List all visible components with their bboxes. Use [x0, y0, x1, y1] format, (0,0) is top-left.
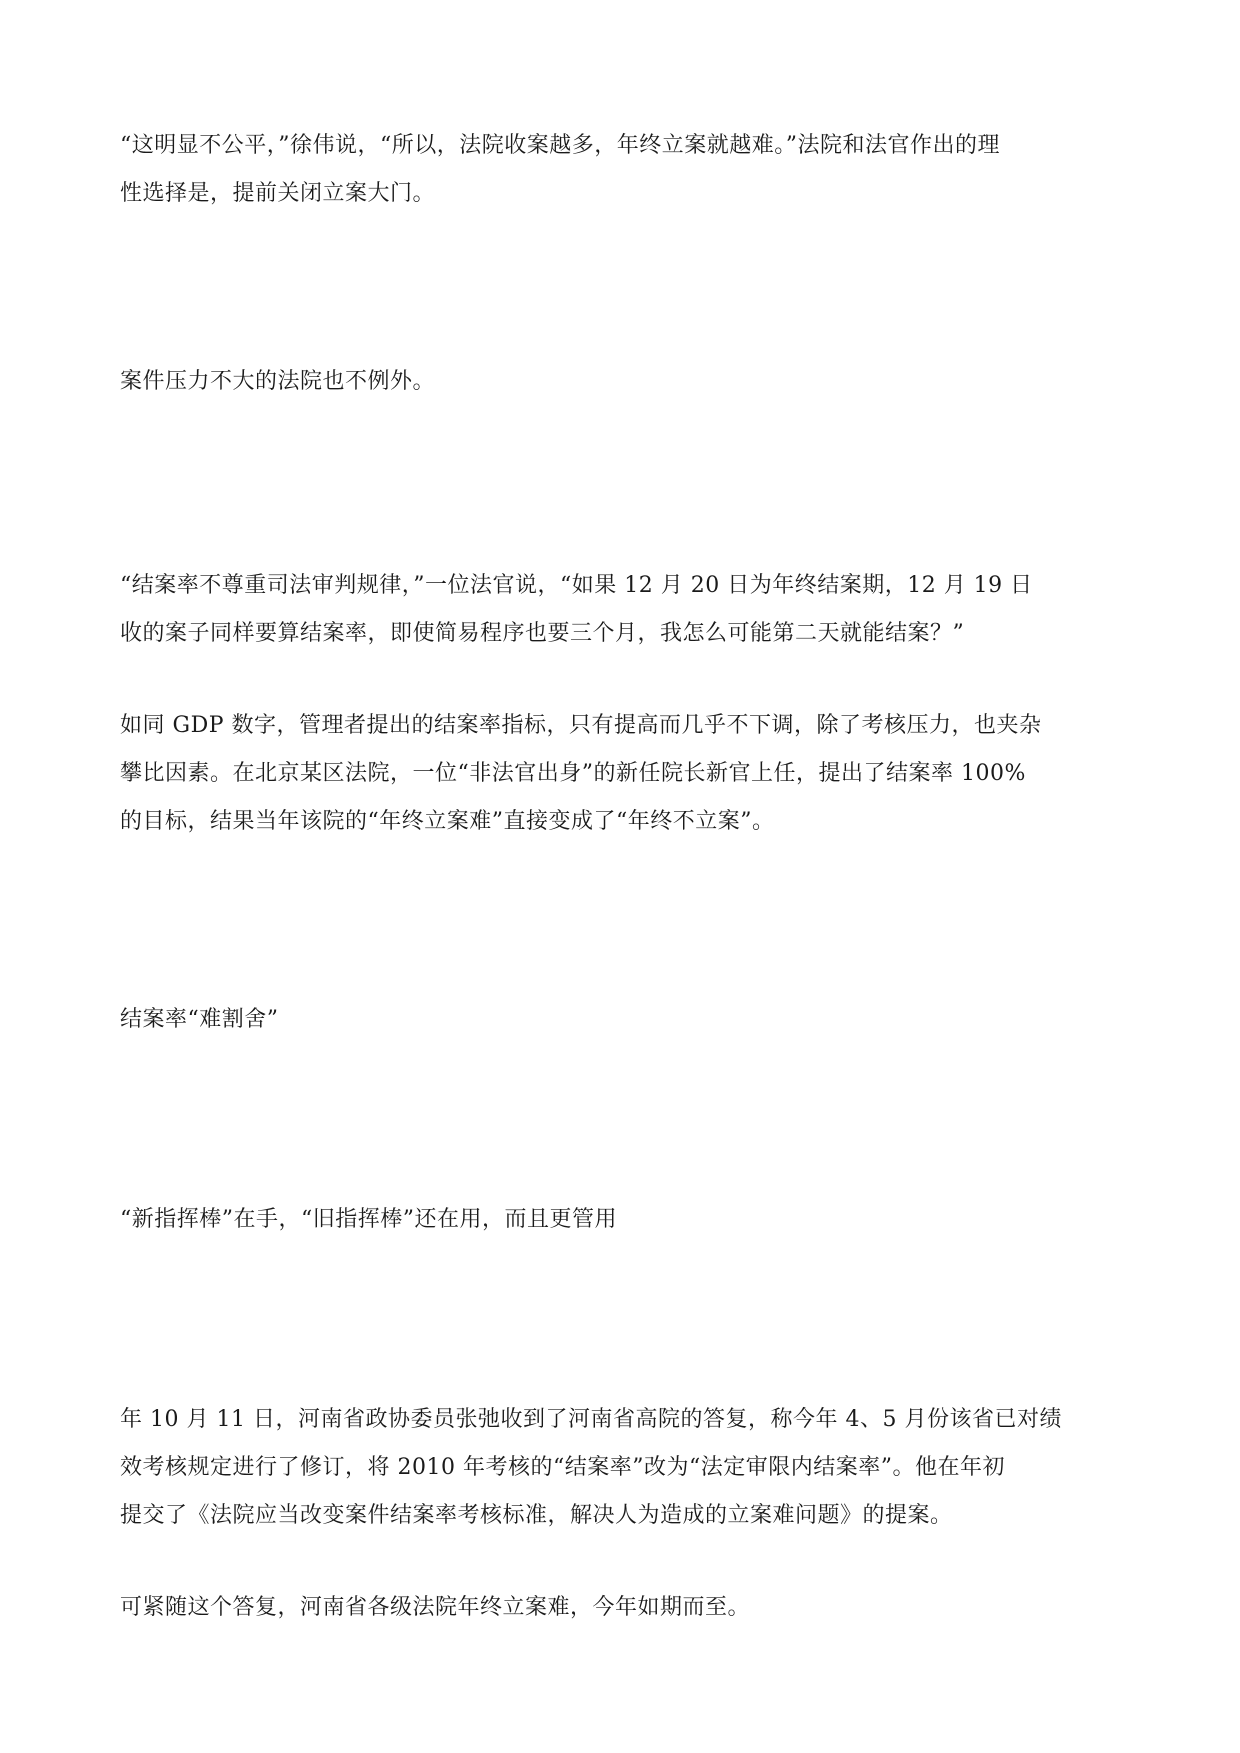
text-line: 效考核规定进行了修订，将 2010 年考核的“结案率”改为“法定审限内结案率”。他在年初 — [120, 1455, 1005, 1480]
text-line: “这明显不公平，”徐伟说，“所以，法院收案越多，年终立案就越难。”法院和法官作出的理 — [120, 133, 1000, 158]
paragraph-judge-quote — [120, 562, 1125, 658]
text-line: 收的案子同样要算结案率，即使简易程序也要三个月，我怎么可能第二天就能结案？” — [120, 621, 965, 646]
paragraph-closing — [120, 1584, 1125, 1632]
text-line: 可紧随这个答复，河南省各级法院年终立案难，今年如期而至。 — [120, 1595, 751, 1620]
text-line: “新指挥棒”在手，“旧指挥棒”还在用，而且更管用 — [120, 1207, 617, 1232]
text-line: 年 10 月 11 日，河南省政协委员张弛收到了河南省高院的答复，称今年 4、5 月份该省已对绩 — [120, 1407, 1062, 1432]
text-line: 结案率“难割舍” — [120, 1007, 279, 1032]
text-line: 攀比因素。在北京某区法院，一位“非法官出身”的新任院长新官上任，提出了结案率 100% — [120, 761, 1026, 786]
paragraph-gdp-comparison — [120, 702, 1125, 846]
text-line: 的目标，结果当年该院的“年终立案难”直接变成了“年终不立案”。 — [120, 809, 775, 834]
text-line: 案件压力不大的法院也不例外。 — [120, 369, 436, 394]
paragraph-low-pressure-courts — [120, 358, 1125, 406]
text-line: 如同 GDP 数字，管理者提出的结案率指标，只有提高而几乎不下调，除了考核压力，也夹杂 — [120, 713, 1042, 738]
section-heading — [120, 996, 1125, 1044]
paragraph-unfair-quote — [120, 122, 1125, 218]
text-line: “结案率不尊重司法审判规律，”一位法官说，“如果 12 月 20 日为年终结案期，12 月 19 日 — [120, 573, 1033, 598]
text-line: 性选择是，提前关闭立案大门。 — [120, 181, 436, 206]
section-subheading — [120, 1196, 1125, 1244]
text-line: 提交了《法院应当改变案件结案率考核标准，解决人为造成的立案难问题》的提案。 — [120, 1503, 953, 1528]
paragraph-henan-reply — [120, 1396, 1125, 1540]
